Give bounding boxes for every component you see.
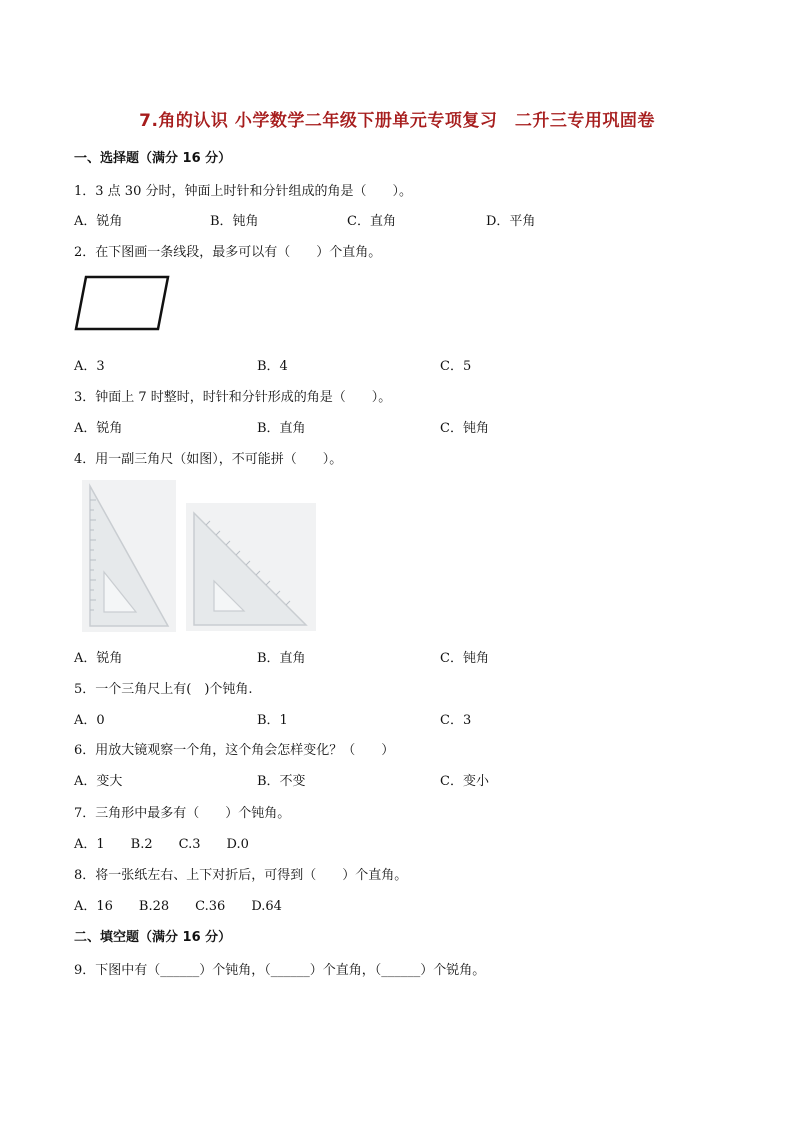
q6-option-b[interactable]: B．不变 (257, 774, 306, 789)
q3-option-a[interactable]: A．锐角 (74, 421, 123, 436)
question-6: 6．用放大镜观察一个角，这个角会怎样变化？（ ） (74, 743, 395, 758)
question-5: 5．一个三角尺上有( )个钝角. (74, 682, 253, 697)
question-7: 7．三角形中最多有（ ）个钝角。 (74, 806, 291, 821)
q1-option-b[interactable]: B．钝角 (210, 214, 259, 229)
page-title: 7.角的认识 小学数学二年级下册单元专项复习 二升三专用巩固卷 (139, 111, 655, 131)
question-2: 2．在下图画一条线段，最多可以有（ ）个直角。 (74, 245, 382, 260)
q2-option-c[interactable]: C．5 (440, 359, 472, 374)
section-heading-fill-in: 二、填空题（满分 16 分） (74, 930, 232, 945)
q5-option-b[interactable]: B．1 (257, 713, 288, 728)
q5-option-a[interactable]: A．0 (74, 713, 105, 728)
q3-option-c[interactable]: C．钝角 (440, 421, 489, 436)
q1-option-d[interactable]: D．平角 (486, 214, 536, 229)
q4-option-a[interactable]: A．锐角 (74, 651, 123, 666)
parallelogram-figure (72, 272, 172, 334)
q4-option-c[interactable]: C．钝角 (440, 651, 489, 666)
q1-option-a[interactable]: A．锐角 (74, 214, 123, 229)
question-3: 3．钟面上 7 时整时，时针和分针形成的角是（ ）。 (74, 390, 392, 405)
question-9: 9．下图中有（______）个钝角，（______）个直角，（______）个锐角。 (74, 963, 486, 978)
q3-option-b[interactable]: B．直角 (257, 421, 306, 436)
q5-option-c[interactable]: C．3 (440, 713, 472, 728)
question-4: 4．用一副三角尺（如图），不可能拼（ ）。 (74, 452, 343, 467)
set-square-45-icon (186, 503, 316, 631)
q1-option-c[interactable]: C．直角 (347, 214, 396, 229)
q2-option-b[interactable]: B．4 (257, 359, 288, 374)
q6-option-a[interactable]: A．变大 (74, 774, 123, 789)
q4-option-b[interactable]: B．直角 (257, 651, 306, 666)
set-square-30-60-icon (82, 480, 176, 632)
question-8: 8．将一张纸左右、上下对折后，可得到（ ）个直角。 (74, 868, 408, 883)
question-1: 1．3 点 30 分时，钟面上时针和分针组成的角是（ ）。 (74, 184, 412, 199)
q7-options[interactable]: A．1 B.2 C.3 D.0 (74, 837, 249, 852)
section-heading-choice: 一、选择题（满分 16 分） (74, 151, 232, 166)
q6-option-c[interactable]: C．变小 (440, 774, 489, 789)
q8-options[interactable]: A．16 B.28 C.36 D.64 (74, 899, 282, 914)
q2-option-a[interactable]: A．3 (74, 359, 105, 374)
